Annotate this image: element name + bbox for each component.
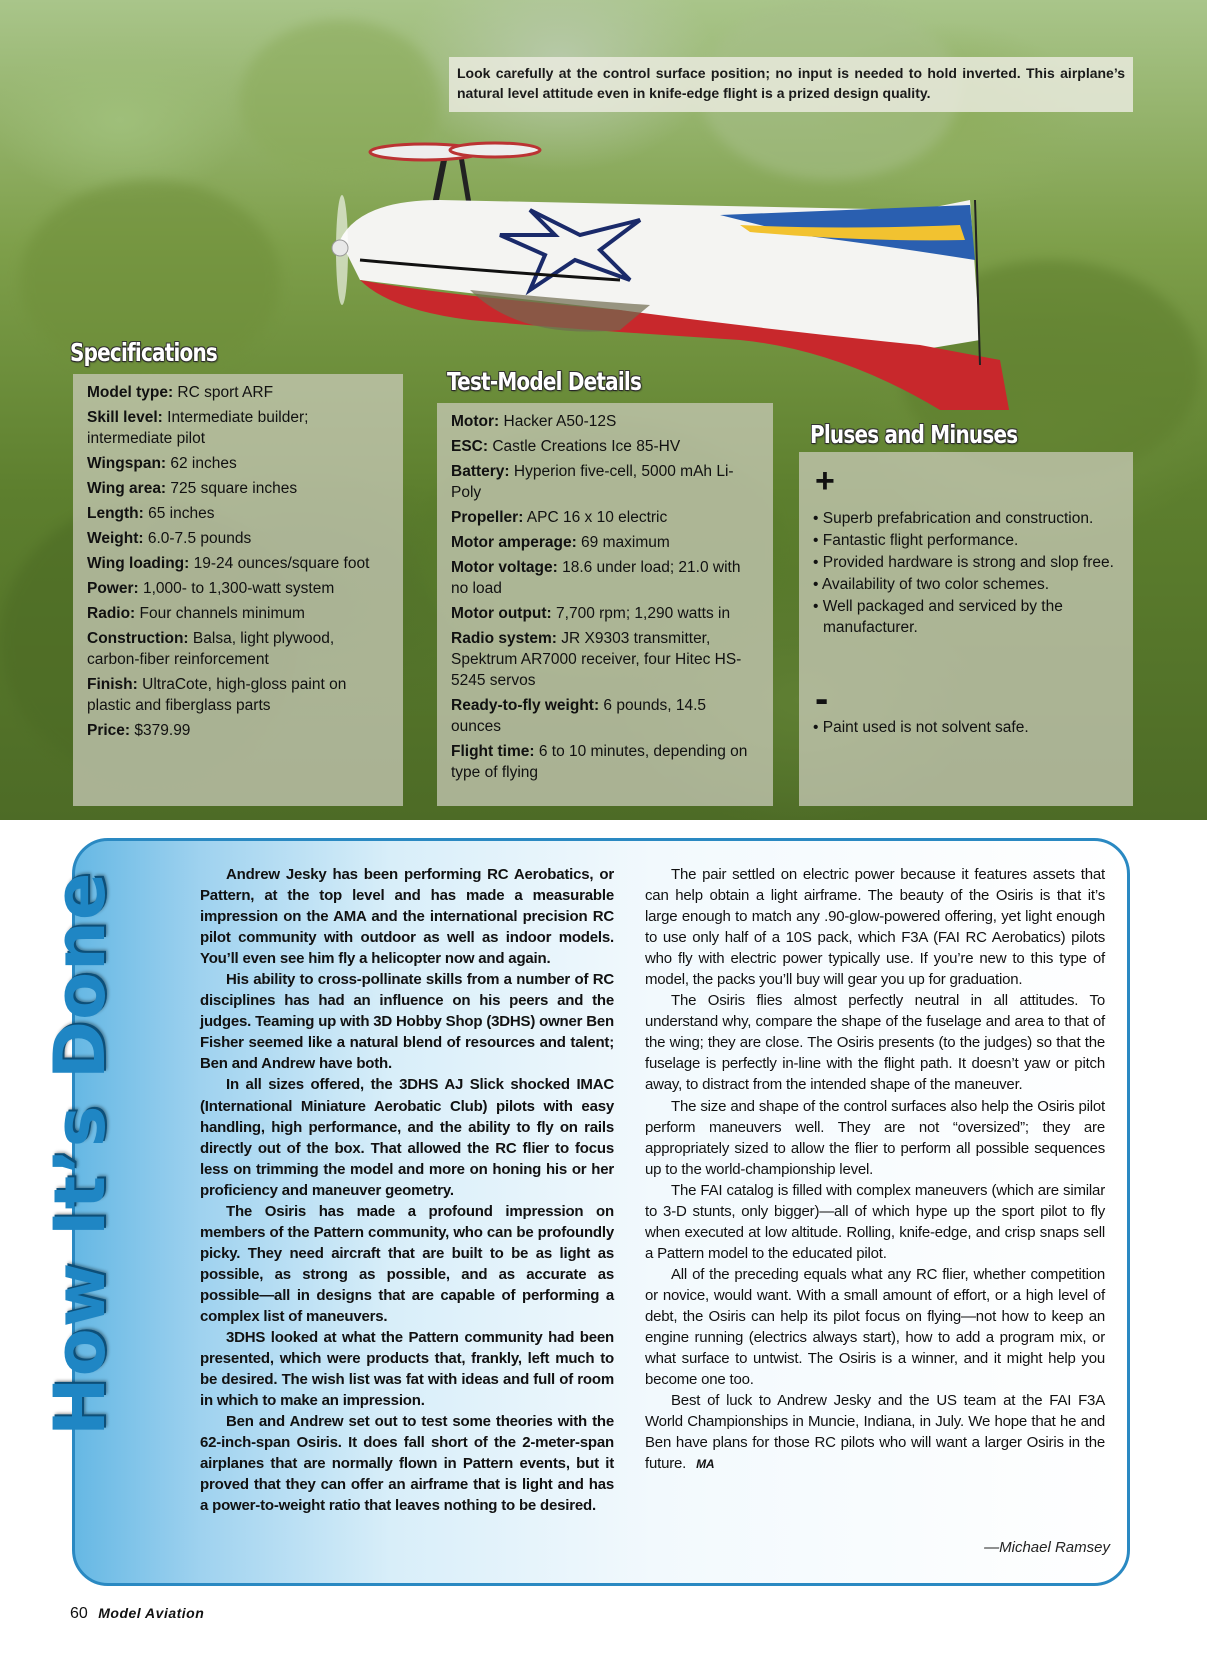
spec-item: [87, 478, 389, 499]
article-paragraph: All of the preceding equals what any RC flier, whether competition or novice, would want. With a small amount of effort, or a high level of debt, the Osiris can help its pilot focus on flying—not how to keep an engine running (electrics always start), how to add a program mix, or what surface to untwist. The Osiris is a winner, and it might help you become one too.: [645, 1265, 1105, 1389]
spec-item-label: Wing area:: [87, 480, 167, 497]
spec-item-label: Skill level:: [87, 409, 163, 426]
test-item: [451, 557, 759, 599]
test-item: [451, 532, 759, 553]
test-item-value: 6 to 10 minutes, depending on type of flying: [451, 743, 748, 781]
byline: —Michael Ramsey: [984, 1539, 1110, 1556]
spec-item-label: Weight:: [87, 530, 144, 547]
spec-item-value: Balsa, light plywood, carbon-fiber reinforcement: [87, 630, 335, 668]
test-item-value: Hyperion five-cell, 5000 mAh Li-Poly: [451, 463, 734, 501]
spec-item-value: $379.99: [130, 722, 191, 739]
test-item-label: Motor voltage:: [451, 559, 558, 576]
test-item-label: ESC:: [451, 438, 489, 455]
spec-item: [87, 528, 389, 549]
plus-item: • Provided hardware is strong and slop free.: [813, 554, 1114, 571]
test-item: [451, 436, 759, 457]
spec-item-value: Intermediate builder; intermediate pilot: [87, 409, 309, 447]
pluses-list: [813, 508, 1119, 638]
test-item-label: Flight time:: [451, 743, 535, 760]
spec-item-label: Wingspan:: [87, 455, 167, 472]
test-item-label: Battery:: [451, 463, 510, 480]
spec-item: [87, 578, 389, 599]
spec-item-value: Four channels minimum: [135, 605, 305, 622]
article-paragraph: Ben and Andrew set out to test some theories with the 62-inch-span Osiris. It does fall short of the 2-meter-span airplanes that are normally flown in Pattern events, but it proved that they can offer an airframe that is light and has a power-to-weight ratio that leaves nothing to be desired.: [200, 1413, 614, 1515]
spec-item-value: RC sport ARF: [173, 384, 274, 401]
spec-item-label: Price:: [87, 722, 131, 739]
page-number: 60: [70, 1605, 88, 1622]
end-mark: MA: [696, 1457, 715, 1472]
spec-item-label: Model type:: [87, 384, 174, 401]
spec-item-label: Wing loading:: [87, 555, 190, 572]
test-item-label: Radio system:: [451, 630, 557, 647]
test-item-value: APC 16 x 10 electric: [523, 509, 668, 526]
article-paragraph: Andrew Jesky has been performing RC Aerobatics, or Pattern, at the top level and has made a measurable impression on the AMA and the international precision RC pilot community with outdoor as well as indoor models. You’ll even see him fly a helicopter now and again.: [200, 866, 614, 968]
spec-item-value: 725 square inches: [166, 480, 298, 497]
spec-item: [87, 382, 389, 403]
test-item: [451, 628, 759, 691]
spec-item-label: Construction:: [87, 630, 189, 647]
specifications-list: [87, 382, 389, 741]
test-item: [451, 507, 759, 528]
spec-item-label: Radio:: [87, 605, 136, 622]
spec-item: [87, 503, 389, 524]
test-item-label: Motor output:: [451, 605, 552, 622]
test-item-label: Ready-to-fly weight:: [451, 697, 600, 714]
minuses-list: [813, 717, 1119, 738]
plus-item: • Availability of two color schemes.: [813, 576, 1050, 593]
article-paragraph: His ability to cross-pollinate skills from a number of RC disciplines has had an influence on his peers and the judges. Teaming up with 3D Hobby Shop (3DHS) owner Ben Fisher seemed like a natural blend of resources and talent; Ben and Andrew have both.: [200, 971, 614, 1073]
plus-item: • Superb prefabrication and construction.: [813, 510, 1094, 527]
test-item-label: Propeller:: [451, 509, 524, 526]
test-item-label: Motor amperage:: [451, 534, 577, 551]
test-item: [451, 603, 759, 624]
article-paragraph: In all sizes offered, the 3DHS AJ Slick shocked IMAC (International Miniature Aerobatic Club) pilots with easy handling, high performance, and the ability to fly on rails directly out of the box. That allowed the RC flier to focus less on trimming the model and more on honing his or her proficiency and maneuver geometry.: [200, 1076, 614, 1199]
test-item-value: JR X9303 transmitter, Spektrum AR7000 receiver, four Hitec HS-5245 servos: [451, 630, 742, 689]
test-item-value: 18.6 under load; 21.0 with no load: [451, 559, 741, 597]
test-item-value: 69 maximum: [576, 534, 670, 551]
test-model-title: Test-Model Details: [447, 367, 642, 396]
article-paragraph: The FAI catalog is filled with complex maneuvers (which are similar to 3-D stunts, only bigger)—all of which hype up the sport pilot to fly when executed at low altitude. Rolling, knife-edge, and crisp snaps sell a Pattern model to the educated pilot.: [645, 1181, 1105, 1262]
spec-item: [87, 628, 389, 670]
spec-item: [87, 603, 389, 624]
airplane-illustration: [320, 130, 1040, 410]
spec-item: [87, 553, 389, 574]
specifications-box: [73, 374, 403, 806]
spec-item-value: 62 inches: [166, 455, 237, 472]
test-item-value: Hacker A50-12S: [499, 413, 617, 430]
article-paragraph: Best of luck to Andrew Jesky and the US team at the FAI F3A World Championships in Muncie, Indiana, in July. We hope that he and Ben have plans for those RC pilots who will want a larger Osiris in the future. MA: [645, 1392, 1105, 1473]
article-paragraph: The Osiris flies almost perfectly neutral in all attitudes. To understand why, compare the shape of the fuselage and area to that of the wing; they are close. The Osiris presents (to the judges) so that the fuselage is perfectly in-line with the flight path. It doesn’t yaw or pitch away, to distract from the intended shape of the maneuver.: [645, 992, 1105, 1094]
spec-item-value: 6.0-7.5 pounds: [143, 530, 252, 547]
plus-sign: +: [815, 462, 835, 500]
test-item-value: 7,700 rpm; 1,290 watts in: [551, 605, 731, 622]
article-column-1: [200, 864, 614, 1516]
spec-item-label: Length:: [87, 505, 144, 522]
spec-item-value: UltraCote, high-gloss paint on plastic and fiberglass parts: [87, 676, 347, 714]
article-paragraph: The Osiris has made a profound impression on members of the Pattern community, who can be profoundly picky. They need aircraft that are built to be as light as possible, as strong as possible, and as accurate as possible—all in designs that are capable of performing a complex list of maneuvers.: [200, 1202, 614, 1325]
spec-item-value: 19-24 ounces/square foot: [189, 555, 370, 572]
minus-item: • Paint used is not solvent safe.: [813, 719, 1029, 736]
pluses-minuses-box: [799, 452, 1133, 806]
article-paragraph: The size and shape of the control surfaces also help the Osiris pilot perform maneuvers well. They are not “oversized”; they are appropriately sized to allow the flier to perform all possible sequences up to the world-championship level.: [645, 1097, 1105, 1178]
plus-item: • Well packaged and serviced by the manufacturer.: [813, 598, 1063, 636]
spec-item-value: 1,000- to 1,300-watt system: [138, 580, 335, 597]
test-item-label: Motor:: [451, 413, 500, 430]
spec-item: [87, 453, 389, 474]
article-column-2: [645, 864, 1105, 1475]
test-model-list: [451, 411, 759, 783]
test-item: [451, 461, 759, 503]
article-paragraph: The pair settled on electric power because it features assets that can help obtain a light airframe. The beauty of the Osiris is that it’s large enough to match any .90-glow-powered offering, yet light enough to use only half of a 10S pack, which F3A (FAI RC Aerobatics) pilots who fly with electric power typically use. If you’re new to this type of model, the packs you’ll buy will gear you up for graduation.: [645, 866, 1105, 989]
test-item: [451, 695, 759, 737]
minus-sign: -: [815, 677, 829, 721]
specifications-title: Specifications: [70, 338, 218, 367]
side-title: How It’s Done: [39, 871, 121, 1436]
test-item: [451, 741, 759, 783]
spec-item-value: 65 inches: [143, 505, 215, 522]
spec-item: [87, 674, 389, 716]
article-paragraph: 3DHS looked at what the Pattern community had been presented, which were products that, frankly, left much to be desired. The wish list was fat with ideas and full of room in which to make an impression.: [200, 1329, 614, 1410]
plus-item: • Fantastic flight performance.: [813, 532, 1019, 549]
test-item-value: 6 pounds, 14.5 ounces: [451, 697, 706, 735]
photo-caption: Look carefully at the control surface position; no input is needed to hold inverted. This airplane’s natural level attitude even in knife-edge flight is a prized design quality.: [449, 57, 1133, 112]
pluses-minuses-title: Pluses and Minuses: [810, 420, 1018, 449]
spec-item: [87, 407, 389, 449]
magazine-name: Model Aviation: [98, 1605, 205, 1621]
cover-photo: [0, 0, 1207, 820]
test-model-box: [437, 403, 773, 806]
spec-item: [87, 720, 389, 741]
test-item: [451, 411, 759, 432]
spec-item-label: Finish:: [87, 676, 138, 693]
spec-item-label: Power:: [87, 580, 139, 597]
page-footer: [70, 1605, 204, 1623]
test-item-value: Castle Creations Ice 85-HV: [488, 438, 681, 455]
